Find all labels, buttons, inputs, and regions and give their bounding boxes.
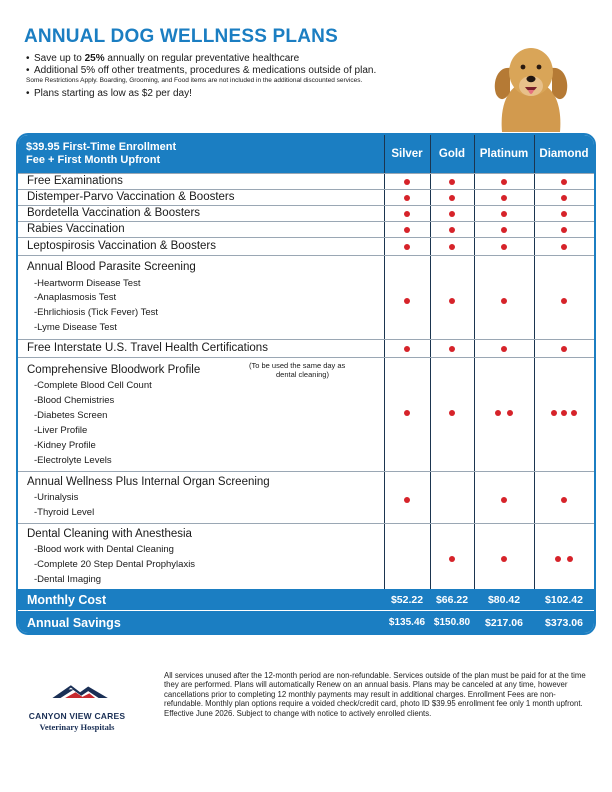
included-dot <box>404 497 410 503</box>
annual-savings-row <box>18 611 594 635</box>
included-dot <box>501 179 507 185</box>
included-dot <box>501 211 507 217</box>
service-item: -Blood Chemistries <box>34 395 115 406</box>
included-dot <box>449 227 455 233</box>
service-item: -Kidney Profile <box>34 440 96 451</box>
benefit-discount: • Additional 5% off other treatments, procedures & medications outside of plan. <box>26 65 456 77</box>
included-dot <box>495 410 501 416</box>
column-gold: Gold <box>438 148 466 160</box>
dog-photo <box>488 38 574 132</box>
included-dot <box>561 195 567 201</box>
included-dot <box>404 298 410 304</box>
table-row <box>18 255 594 339</box>
included-dot <box>404 244 410 250</box>
service-label: Bordetella Vaccination & Boosters <box>27 207 201 219</box>
included-dot <box>449 195 455 201</box>
terms-fine-print: All services unused after the 12-month period are non-refundable. Services outside of the plan must be paid for at the time they are performed. Plans will automatically Renew on an annual basis. Plans may be canceled at any time, however cancellations prior to completing 12 monthly payments may result in additional charges. Enrollment Fees are non-refundable. Monthly plan options require a voided check/credit card, photo ID $39.95 enrollment fee only 1 month upfront. Effective June 2026. Subject to change with notice to actively enrolled clients. <box>164 671 586 718</box>
included-dot <box>571 410 577 416</box>
logo-name: CANYON VIEW CARES <box>28 711 126 721</box>
benefit-price: • Plans starting as low as $2 per day! <box>26 88 456 100</box>
included-dot <box>501 195 507 201</box>
benefit-text: annually on regular preventative healthcare <box>104 53 300 64</box>
included-dot <box>561 410 567 416</box>
savings-silver: $135.46 <box>388 617 426 628</box>
plans-table <box>16 133 596 635</box>
table-row <box>18 173 594 189</box>
note-line: (To be used the same day as <box>249 361 346 370</box>
included-dot <box>501 497 507 503</box>
service-item: -Thyroid Level <box>34 507 95 518</box>
enrollment-fee-label <box>26 141 176 167</box>
included-dot <box>561 346 567 352</box>
included-dot <box>404 195 410 201</box>
service-item: -Anaplasmosis Test <box>34 292 117 303</box>
included-dot <box>501 227 507 233</box>
benefits-list <box>26 53 456 100</box>
table-row <box>18 471 594 523</box>
savings-gold: $150.80 <box>433 617 471 628</box>
table-row <box>18 357 594 471</box>
service-item: -Lyme Disease Test <box>34 322 117 333</box>
service-item: -Electrolyte Levels <box>34 455 112 466</box>
table-row <box>18 237 594 255</box>
included-dot <box>449 298 455 304</box>
enrollment-line: $39.95 First-Time Enrollment <box>26 141 177 153</box>
included-dot <box>449 244 455 250</box>
included-dot <box>561 211 567 217</box>
price-diamond: $102.42 <box>545 594 583 606</box>
column-diamond: Diamond <box>539 148 589 160</box>
included-dot <box>567 556 573 562</box>
included-dot <box>507 410 513 416</box>
benefit-restrictions: Some Restrictions Apply. Boarding, Grooming, and Food items are not included in the additional discounted services. <box>26 77 363 84</box>
service-label: Distemper-Parvo Vaccination & Boosters <box>27 191 235 203</box>
included-dot <box>551 410 557 416</box>
service-item: -Complete 20 Step Dental Prophylaxis <box>34 559 196 570</box>
price-gold: $66.22 <box>435 594 469 606</box>
service-label: Annual Blood Parasite Screening <box>27 261 196 273</box>
included-dot <box>449 346 455 352</box>
included-dot <box>404 410 410 416</box>
included-dot <box>561 298 567 304</box>
table-row <box>18 523 594 589</box>
service-item: -Blood work with Dental Cleaning <box>34 544 174 555</box>
service-item: -Liver Profile <box>34 425 88 436</box>
included-dot <box>449 410 455 416</box>
price-silver: $52.22 <box>390 594 424 606</box>
service-item: -Urinalysis <box>34 492 79 503</box>
monthly-cost-row <box>18 589 594 611</box>
monthly-cost-label: Monthly Cost <box>27 593 107 607</box>
table-row <box>18 339 594 357</box>
service-label: Comprehensive Bloodwork Profile <box>27 364 201 376</box>
column-silver: Silver <box>391 148 423 160</box>
enrollment-line: Fee + First Month Upfront <box>26 154 161 166</box>
service-item: -Dental Imaging <box>34 574 102 585</box>
benefit-savings <box>26 53 456 65</box>
price-platinum: $80.42 <box>487 594 521 606</box>
service-item: -Heartworm Disease Test <box>34 278 141 289</box>
table-row <box>18 189 594 205</box>
included-dot <box>501 244 507 250</box>
savings-diamond: $373.06 <box>545 617 583 629</box>
included-dot <box>561 227 567 233</box>
column-platinum: Platinum <box>479 148 529 160</box>
table-header <box>18 135 594 173</box>
table-row <box>18 205 594 221</box>
mountain-logo-icon <box>22 683 144 713</box>
service-label: Annual Wellness Plus Internal Organ Screening <box>27 476 270 488</box>
service-note <box>249 362 345 379</box>
included-dot <box>561 497 567 503</box>
page-title: ANNUAL DOG WELLNESS PLANS <box>24 26 338 47</box>
annual-savings-label: Annual Savings <box>27 616 121 630</box>
service-item: -Complete Blood Cell Count <box>34 380 152 391</box>
service-label: Leptospirosis Vaccination & Boosters <box>27 240 216 252</box>
service-label: Rabies Vaccination <box>27 223 125 235</box>
savings-platinum: $217.06 <box>485 617 523 629</box>
benefit-highlight: 25% <box>84 53 105 64</box>
included-dot <box>449 179 455 185</box>
included-dot <box>449 211 455 217</box>
included-dot <box>501 346 507 352</box>
service-item: -Diabetes Screen <box>34 410 108 421</box>
table-row <box>18 221 594 237</box>
logo-subtitle: Veterinary Hospitals <box>39 722 115 732</box>
service-label: Dental Cleaning with Anesthesia <box>27 528 192 540</box>
included-dot <box>561 179 567 185</box>
included-dot <box>404 346 410 352</box>
included-dot <box>555 556 561 562</box>
service-label: Free Examinations <box>27 175 123 187</box>
included-dot <box>501 556 507 562</box>
included-dot <box>501 298 507 304</box>
included-dot <box>404 179 410 185</box>
included-dot <box>449 556 455 562</box>
included-dot <box>561 244 567 250</box>
included-dot <box>404 211 410 217</box>
note-line: dental cleaning) <box>276 369 329 379</box>
benefit-text: Save up to <box>34 53 85 64</box>
service-label: Free Interstate U.S. Travel Health Certifications <box>27 342 268 354</box>
included-dot <box>404 227 410 233</box>
service-item: -Ehrlichiosis (Tick Fever) Test <box>34 307 159 318</box>
